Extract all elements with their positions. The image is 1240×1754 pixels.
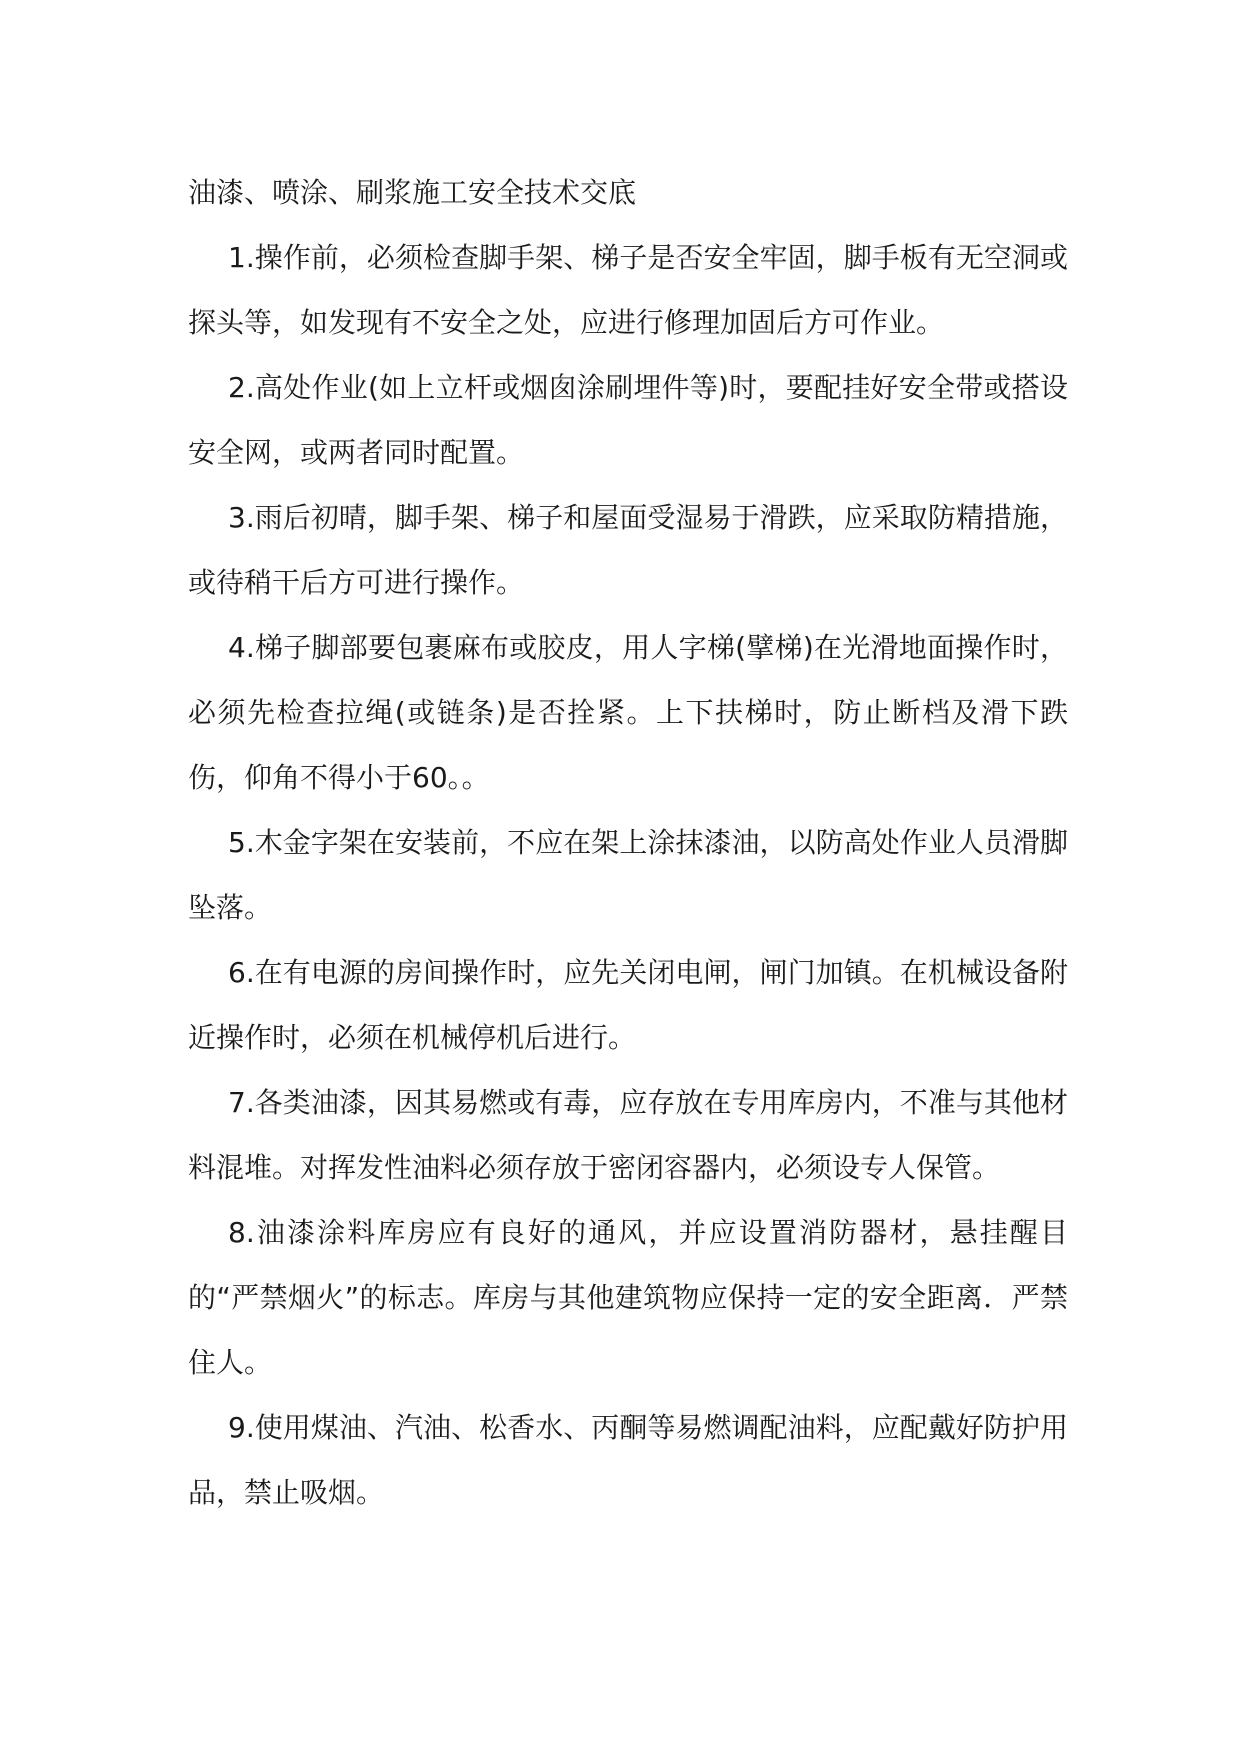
document-title: 油漆、喷涂、刷浆施工安全技术交底	[188, 176, 637, 209]
document-page	[188, 160, 1068, 1525]
paragraph-9: 9.使用煤油、汽油、松香水、丙酮等易燃调配油料，应配戴好防护用品，禁止吸烟。	[188, 1411, 1068, 1509]
paragraph-8: 8.油漆涂料库房应有良好的通风，并应设置消防器材，悬挂醒目的“严禁烟火”的标志。库房与其他建筑物应保持一定的安全距离．严禁住人。	[188, 1216, 1068, 1379]
paragraph-1: 1.操作前，必须检查脚手架、梯子是否安全牢固，脚手板有无空洞或探头等，如发现有不安全之处，应进行修理加固后方可作业。	[188, 241, 1068, 339]
paragraph-4: 4.梯子脚部要包裹麻布或胶皮，用人字梯(擘梯)在光滑地面操作时，必须先检查拉绳(或链条)是否拴紧。上下扶梯时，防止断档及滑下跌伤，仰角不得小于60。。	[188, 631, 1068, 794]
paragraph-6: 6.在有电源的房间操作时，应先关闭电闸，闸门加镇。在机械设备附近操作时，必须在机械停机后进行。	[188, 956, 1068, 1054]
paragraph-5: 5.木金字架在安装前，不应在架上涂抹漆油，以防高处作业人员滑脚坠落。	[188, 826, 1068, 924]
paragraph-7: 7.各类油漆，因其易燃或有毒，应存放在专用库房内，不准与其他材料混堆。对挥发性油料必须存放于密闭容器内，必须设专人保管。	[188, 1086, 1068, 1184]
paragraph-2: 2.高处作业(如上立杆或烟囱涂刷埋件等)时，要配挂好安全带或搭设安全网，或两者同时配置。	[188, 371, 1068, 469]
paragraph-3: 3.雨后初晴，脚手架、梯子和屋面受湿易于滑跌，应采取防精措施，或待稍干后方可进行操作。	[188, 501, 1068, 599]
